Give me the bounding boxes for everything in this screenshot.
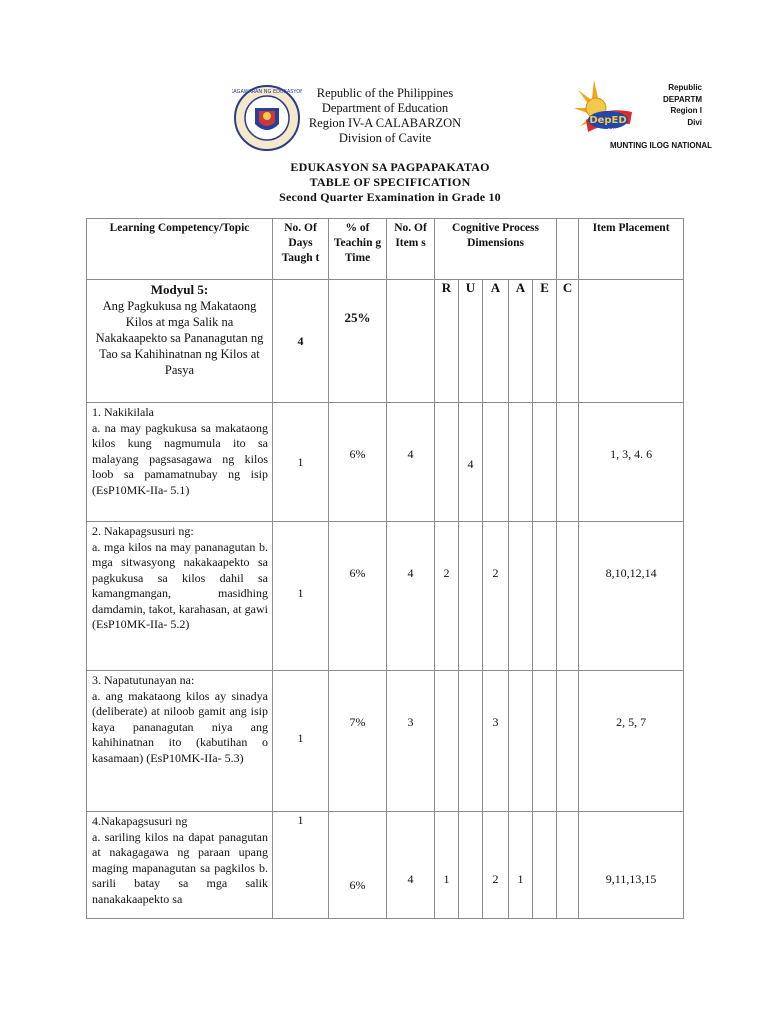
cog-a1-cell <box>483 403 509 522</box>
days-cell: 1 <box>273 671 329 812</box>
table-row <box>87 522 684 671</box>
table-row <box>87 671 684 812</box>
days-cell: 1 <box>273 403 329 522</box>
right-line-3: Region I <box>670 106 702 115</box>
cog-r-cell <box>435 403 459 522</box>
cog-u-cell <box>459 812 483 919</box>
dimension-u: U <box>459 280 483 403</box>
competency-cell <box>87 812 273 919</box>
svg-text:CAVITE: CAVITE <box>607 128 625 134</box>
header-placement: Item Placement <box>579 219 684 280</box>
cog-c-cell <box>557 812 579 919</box>
competency-label: 1. Nakikilala <box>92 405 154 419</box>
cog-a2-cell <box>509 671 533 812</box>
right-line-2: DEPARTM <box>663 94 702 104</box>
region-label: Region IV-A CALABARZON <box>308 116 462 130</box>
header-text-block <box>300 86 470 146</box>
competency-text: a. ang makataong kilos ay sinadya (deliberate) at niloob gamit ang isip kaya pananagutan niya ang kahihinatnan ito (kabutihan o kasamaan) (EsP10MK-IIa- 5.3) <box>92 688 268 765</box>
header-blank <box>557 219 579 280</box>
right-line-1: Republic <box>668 83 702 92</box>
competency-text: a. sariling kilos na dapat panagutan at nakagagawa ng paraan upang maging mapanagutan sa pagkilos b. sarili batay sa mga salik nanakakaapekto sa <box>92 829 268 906</box>
cog-r-cell: 2 <box>435 522 459 671</box>
document-titles <box>180 160 600 205</box>
cog-u-cell: 4 <box>459 403 483 522</box>
cog-r-cell: 1 <box>435 812 459 919</box>
competency-text: a. mga kilos na may pananagutan b. mga sitwasyong nakakaapekto sa pagkukusa sa kilos dahil sa kamangmangan, masidhing damdamin, takot, karahasan, at gawi (EsP10MK-IIa- 5.2) <box>92 539 268 631</box>
cog-c-cell <box>557 671 579 812</box>
dimension-e: E <box>533 280 557 403</box>
cog-e-cell <box>533 403 557 522</box>
specification-table <box>86 218 684 919</box>
exam-title: Second Quarter Examination in Grade 10 <box>279 190 501 204</box>
svg-text:DepED: DepED <box>589 115 627 126</box>
placement-cell: 1, 3, 4. 6 <box>579 403 684 522</box>
modyul-cell <box>87 280 273 403</box>
placement-cell: 2, 5, 7 <box>579 671 684 812</box>
modyul-title: Modyul 5: <box>150 282 209 297</box>
cog-a1-cell: 3 <box>483 671 509 812</box>
competency-label: 3. Napatutunayan na: <box>92 673 195 687</box>
time-cell: 6% <box>329 522 387 671</box>
cog-e-cell <box>533 671 557 812</box>
header-cognitive: Cognitive Process Dimensions <box>435 219 557 280</box>
placement-cell: 8,10,12,14 <box>579 522 684 671</box>
competency-label: 4.Nakapagsusuri ng <box>92 814 188 828</box>
header-topic: Learning Competency/Topic <box>87 219 273 280</box>
table-header-row <box>87 219 684 280</box>
time-cell: 6% <box>329 812 387 919</box>
items-cell: 4 <box>387 522 435 671</box>
cog-a1-cell: 2 <box>483 522 509 671</box>
time-cell: 7% <box>329 671 387 812</box>
competency-cell <box>87 671 273 812</box>
time-cell: 6% <box>329 403 387 522</box>
cog-e-cell <box>533 812 557 919</box>
dimension-a2: A <box>509 280 533 403</box>
items-cell: 3 <box>387 671 435 812</box>
cog-u-cell <box>459 671 483 812</box>
competency-text: a. na may pagkukusa sa makataong kilos kung nagmumula ito sa malayang pagsasagawa ng kilos loob sa pamamatnubay ng isip (EsP10MK-IIa- 5.1) <box>92 420 268 497</box>
dimension-a1: A <box>483 280 509 403</box>
cog-c-cell <box>557 403 579 522</box>
subject-title: EDUKASYON SA PAGPAPAKATAO <box>290 160 490 174</box>
dimension-r: R <box>435 280 459 403</box>
dimension-c: C <box>557 280 579 403</box>
modyul-time: 25% <box>329 280 387 403</box>
modyul-placement <box>579 280 684 403</box>
school-name: MUNTING ILOG NATIONAL <box>610 141 713 150</box>
deped-seal-logo <box>232 84 302 152</box>
cog-e-cell <box>533 522 557 671</box>
modyul-days: 4 <box>273 280 329 403</box>
modyul-items <box>387 280 435 403</box>
competency-cell <box>87 403 273 522</box>
items-cell: 4 <box>387 812 435 919</box>
modyul-desc: Ang Pagkukusa ng Makataong Kilos at mga Salik na Nakakaapekto sa Pananagutan ng Tao sa Kahihinatnan ng Kilos at Pasya <box>95 299 264 377</box>
placement-cell: 9,11,13,15 <box>579 812 684 919</box>
division-label: Division of Cavite <box>338 131 432 145</box>
cog-a2-cell <box>509 403 533 522</box>
days-cell: 1 <box>273 522 329 671</box>
department-label: Department of Education <box>321 101 449 115</box>
header-time: % of Teachin g Time <box>329 219 387 280</box>
cog-u-cell <box>459 522 483 671</box>
cog-c-cell <box>557 522 579 671</box>
items-cell: 4 <box>387 403 435 522</box>
header-items: No. Of Item s <box>387 219 435 280</box>
svg-text:KAGAWARAN NG EDUKASYON: KAGAWARAN NG EDUKASYON <box>232 89 302 95</box>
table-row <box>87 812 684 919</box>
doc-title: TABLE OF SPECIFICATION <box>309 175 471 189</box>
competency-cell <box>87 522 273 671</box>
table-row <box>87 403 684 522</box>
cog-a1-cell: 2 <box>483 812 509 919</box>
days-cell: 1 <box>273 812 329 919</box>
republic-label: Republic of the Philippines <box>316 86 454 100</box>
header-days: No. Of Days Taugh t <box>273 219 329 280</box>
modyul-row <box>87 280 684 403</box>
right-line-4: Divi <box>687 117 702 127</box>
cog-r-cell <box>435 671 459 812</box>
cog-a2-cell <box>509 522 533 671</box>
competency-label: 2. Nakapagsusuri ng: <box>92 524 194 538</box>
cog-a2-cell: 1 <box>509 812 533 919</box>
